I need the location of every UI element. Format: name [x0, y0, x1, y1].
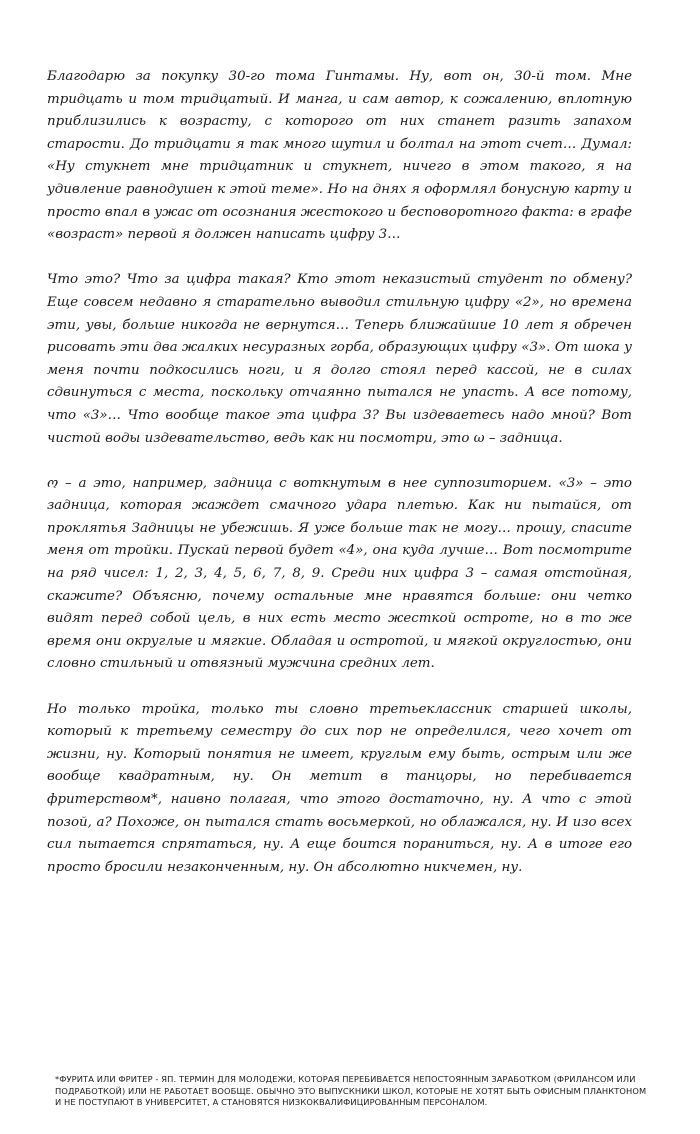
footnote-text: *ФУРИТА ИЛИ ФРИТЕР - ЯП. ТЕРМИН ДЛЯ МОЛОДЕЖИ, КОТОРАЯ ПЕРЕБИВАЕТСЯ НЕПОСТОЯННЫМ ЗАРАБОТКОМ (ФРИЛАНСОМ ИЛИ ПОДРАБОТКОЙ) ИЛИ НЕ РАБОТАЕТ ВООБЩЕ. ОБЫЧНО ЭТО ВЫПУСКНИКИ ШКОЛ, КОТОРЫЕ НЕ ХОТЯТ БЫТЬ ОФИСНЫМ ПЛАНКТОНОМ И НЕ ПОСТУПАЮТ В УНИВЕРСИТЕТ, А СТАНОВЯТСЯ НИЗКОКВАЛИФИЦИРОВАННЫМ ПЕРСОНАЛОМ.	[55, 1074, 647, 1107]
paragraph-1: Благодарю за покупку 30-го тома Гинтамы. Ну, вот он, 30-й том. Мне тридцать и том тридцатый. И манга, и сам автор, к сожалению, вплотную приблизились к возрасту, с которого от них станет разить запахом старости. До тридцати я так много шутил и болтал на этот счет… Думал: «Ну стукнет мне тридцатник и стукнет, ничего в этом такого, я на удивление равнодушен к этой теме». Но на днях я оформлял бонусную карту и просто впал в ужас от осознания жестокого и бесповоротного факта: в графе «возраст» первой я должен написать цифру 3…	[47, 69, 632, 243]
paragraph-3: ო – а это, например, задница с воткнутым в нее суппозиторием. «3» – это задница, которая жаждет смачного удара плетью. Как ни пытайся, от проклятья Задницы не убежишь. Я уже больше так не могу… прошу, спасите меня от тройки. Пускай первой будет «4», она куда лучше… Вот посмотрите на ряд чисел: 1, 2, 3, 4, 5, 6, 7, 8, 9. Среди них цифра 3 – самая отстойная, скажите? Объясню, почему остальные мне нравятся больше: они четко видят перед собой цель, в них есть место жесткой остроте, но в то же время они округлые и мягкие. Обладая и остротой, и мягкой округлостью, они словно стильный и отвязный мужчина средних лет.	[47, 475, 632, 672]
paragraph-2: Что это? Что за цифра такая? Кто этот неказистый студент по обмену? Еще совсем недавно я старательно выводил стильную цифру «2», но времена эти, увы, больше никогда не вернутся… Теперь ближайшие 10 лет я обречен рисовать эти два жалких несуразных горба, образующих цифру «3». От шока у меня почти подкосились ноги, и я долго стоял перед кассой, не в силах сдвинуться с места, поскольку отчаянно пытался не упасть. А все потому, что «3»… Что вообще такое эта цифра 3? Вы издеваетесь надо мной? Вот чистой воды издевательство, ведь как ни посмотри, это ω – задница.	[47, 272, 632, 446]
main-text-block	[47, 66, 632, 879]
paragraph-4: Но только тройка, только ты словно третьеклассник старшей школы, который к третьему семестру до сих пор не определился, чего хочет от жизни, ну. Который понятия не имеет, круглым ему быть, острым или же вообще квадратным, ну. Он метит в танцоры, но перебивается фритерством*, наивно полагая, что этого достаточно, ну. А что с этой позой, а? Похоже, он пытался стать восьмеркой, но облажался, ну. И изо всех сил пытается спрятаться, ну. А еще боится пораниться, ну. А в итоге его просто бросили незаконченным, ну. Он абсолютно никчемен, ну.	[47, 701, 632, 875]
footnote	[55, 1074, 647, 1109]
